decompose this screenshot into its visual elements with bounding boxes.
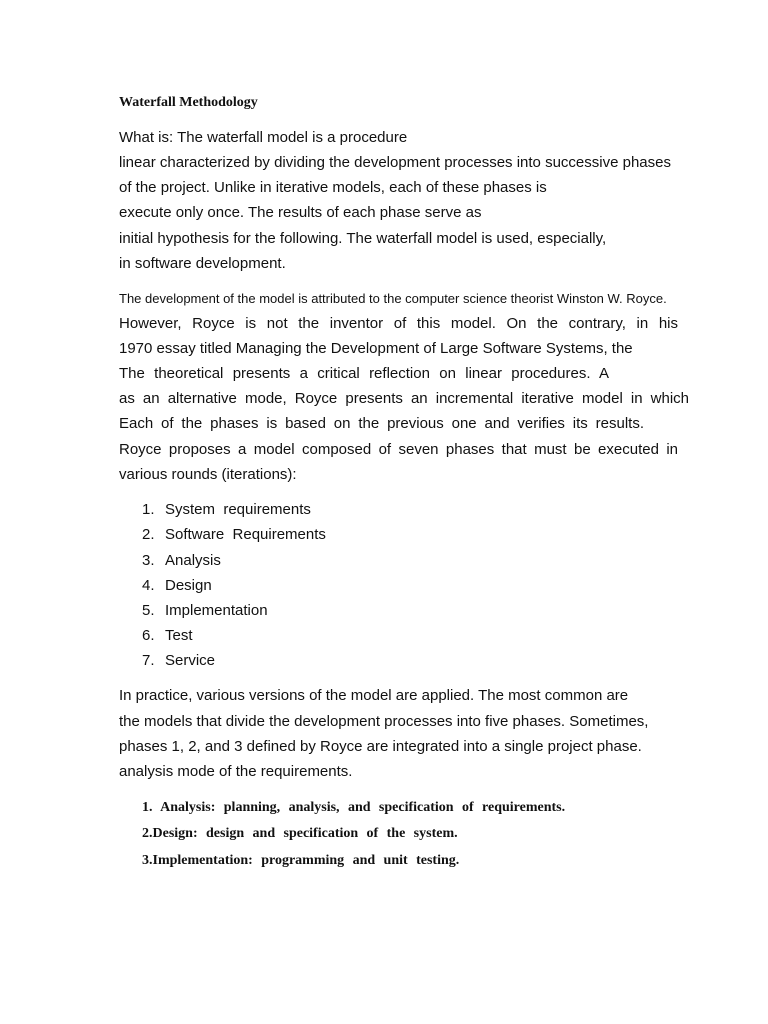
paragraph-line: the models that divide the development processes into five phases. Sometimes, (119, 713, 649, 730)
paragraph-line: execute only once. The results of each phase serve as (119, 204, 482, 221)
paragraph-line: 1970 essay titled Managing the Development of Large Software Systems, the (119, 340, 633, 357)
paragraph-line: linear characterized by dividing the development processes into successive phases (119, 154, 671, 171)
list-item-number: 4. (142, 577, 155, 594)
paragraph-line: Royce proposes a model composed of seven phases that must be executed in (119, 441, 678, 458)
list-item: Test (165, 627, 193, 644)
paragraph-line: analysis mode of the requirements. (119, 763, 353, 780)
paragraph-line: However, Royce is not the inventor of this model. On the contrary, in his (119, 315, 678, 332)
paragraph-line: initial hypothesis for the following. The waterfall model is used, especially, (119, 230, 607, 247)
list-item-number: 6. (142, 627, 155, 644)
document-title: Waterfall Methodology (119, 95, 258, 110)
paragraph-line: as an alternative mode, Royce presents an incremental iterative model in which (119, 390, 689, 407)
paragraph-line: The development of the model is attributed to the computer science theorist Winston W. Royce. (119, 291, 667, 306)
paragraph-line: of the project. Unlike in iterative models, each of these phases is (119, 179, 547, 196)
paragraph-line: In practice, various versions of the model are applied. The most common are (119, 687, 629, 704)
list-item: 2.Design: design and specification of the system. (142, 826, 458, 841)
list-item: Service (165, 652, 216, 669)
list-item-number: 2. (142, 526, 155, 543)
list-item: System requirements (165, 501, 311, 518)
paragraph-line: The theoretical presents a critical reflection on linear procedures. A (119, 365, 609, 382)
list-item-number: 5. (142, 602, 155, 619)
paragraph-line: phases 1, 2, and 3 defined by Royce are integrated into a single project phase. (119, 738, 642, 755)
paragraph-line: in software development. (119, 255, 286, 272)
paragraph-line: Each of the phases is based on the previous one and verifies its results. (119, 415, 644, 432)
list-item-number: 1. (142, 501, 155, 518)
list-item-number: 7. (142, 652, 155, 669)
paragraph-line: What is: The waterfall model is a procedure (119, 129, 408, 146)
list-item: 1. Analysis: planning, analysis, and specification of requirements. (142, 800, 566, 815)
paragraph-line: various rounds (iterations): (119, 466, 297, 483)
list-item: Analysis (165, 552, 221, 569)
list-item: Implementation (165, 602, 268, 619)
list-item: Software Requirements (165, 526, 326, 543)
list-item: 3.Implementation: programming and unit testing. (142, 853, 460, 868)
list-item-number: 3. (142, 552, 155, 569)
list-item: Design (165, 577, 212, 594)
